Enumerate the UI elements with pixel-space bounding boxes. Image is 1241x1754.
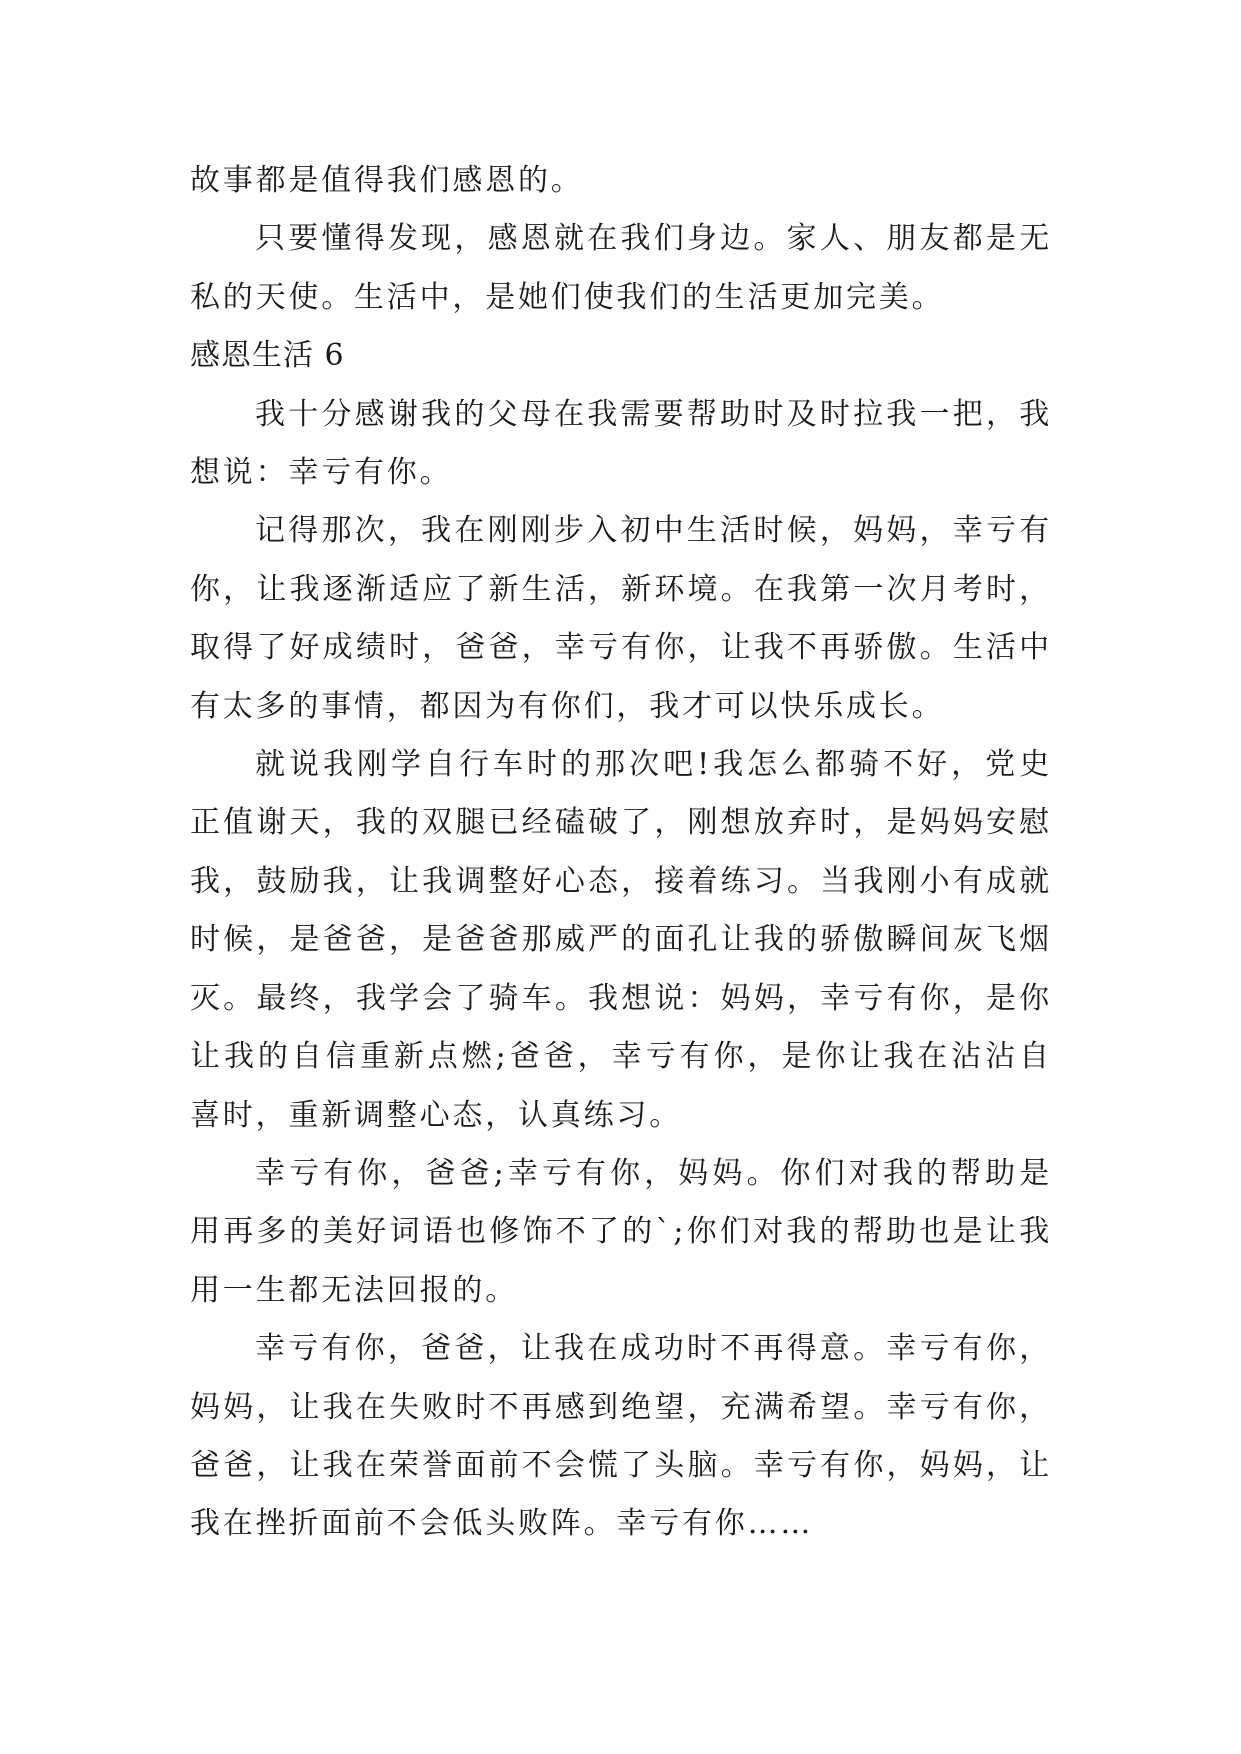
paragraph: 我十分感谢我的父母在我需要帮助时及时拉我一把，我想说：幸亏有你。	[190, 396, 1052, 491]
paragraph: 就说我刚学自行车时的那次吧!我怎么都骑不好，党史正值谢天，我的双腿已经磕破了，刚想放弃时，是妈妈安慰我，鼓励我，让我调整好心态，接着练习。当我刚小有成就时候，是爸爸，是爸爸那威严的面孔让我的骄傲瞬间灰飞烟灭。最终，我学会了骑车。我想说：妈妈，幸亏有你，是你让我的自信重新点燃;爸爸，幸亏有你，是你让我在沾沾自喜时，重新调整心态，认真练习。	[190, 747, 1052, 1133]
paragraph: 幸亏有你，爸爸;幸亏有你，妈妈。你们对我的帮助是用再多的美好词语也修饰不了的`;你们对我的帮助也是让我用一生都无法回报的。	[190, 1155, 1052, 1308]
paragraph: 记得那次，我在刚刚步入初中生活时候，妈妈，幸亏有你，让我逐渐适应了新生活，新环境。在我第一次月考时，取得了好成绩时，爸爸，幸亏有你，让我不再骄傲。生活中有太多的事情，都因为有你们，我才可以快乐成长。	[190, 513, 1052, 724]
paragraph: 只要懂得发现，感恩就在我们身边。家人、朋友都是无私的天使。生活中，是她们使我们的生活更加完美。	[190, 221, 1052, 315]
paragraph: 幸亏有你，爸爸，让我在成功时不再得意。幸亏有你，妈妈，让我在失败时不再感到绝望，充满希望。幸亏有你，爸爸，让我在荣誉面前不会慌了头脑。幸亏有你，妈妈，让我在挫折面前不会低头败阵。幸亏有你……	[190, 1331, 1052, 1542]
section-heading: 感恩生活 6	[190, 338, 345, 374]
paragraph: 故事都是值得我们感恩的。	[190, 163, 584, 198]
document-body	[190, 152, 1052, 1554]
